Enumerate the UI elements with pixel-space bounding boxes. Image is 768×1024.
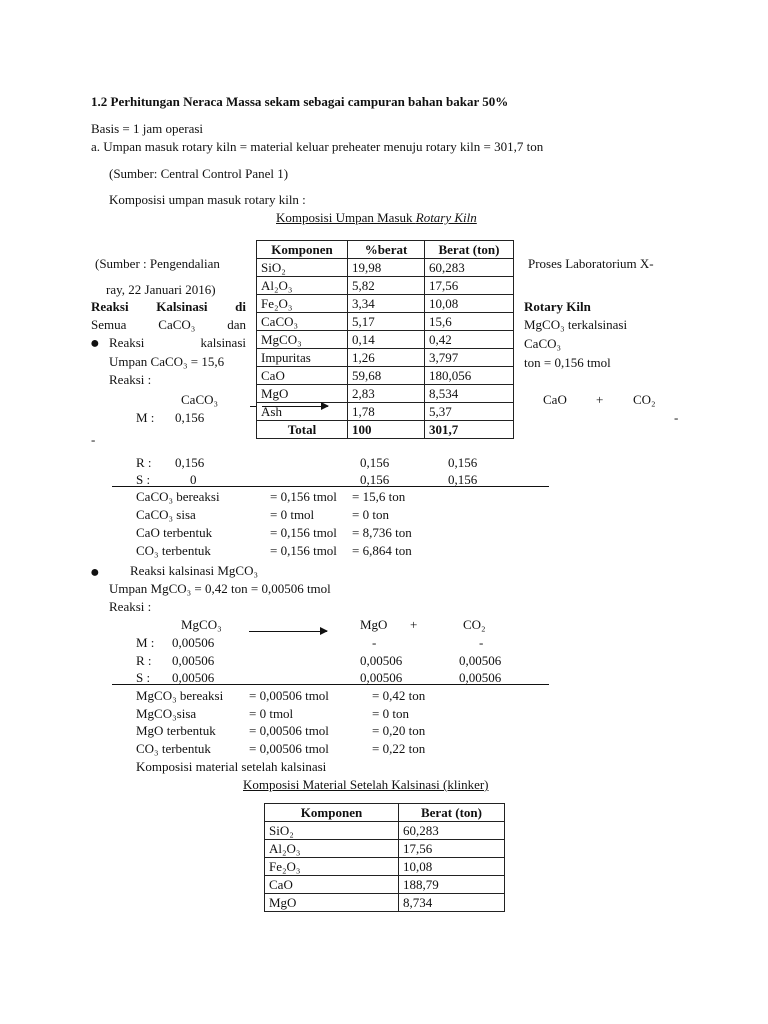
r2-res-ton: = 0,22 ton	[372, 741, 426, 756]
col-header: Berat (ton)	[425, 241, 514, 259]
r1-r-label: R :	[136, 455, 152, 470]
r2-title: Reaksi kalsinasi MgCO₃	[130, 563, 259, 578]
table-row	[257, 349, 514, 367]
r1-product2: CO₂	[633, 392, 656, 407]
r1-product1: CaO	[543, 392, 567, 407]
section-heading: 1.2 Perhitungan Neraca Massa sekam sebagai campuran bahan bakar 50%	[91, 94, 509, 109]
cell: CaO	[265, 876, 399, 894]
r2-product2: CO₂	[463, 617, 486, 632]
r2-m-label: M :	[136, 635, 155, 650]
r2-res-ton: = 0,42 ton	[372, 688, 426, 703]
table-row	[257, 331, 514, 349]
r1-res-label: CaO terbentuk	[136, 525, 213, 540]
table-row	[257, 259, 514, 277]
table-row	[257, 313, 514, 331]
r2-res-label: MgCO₃ bereaksi	[136, 688, 224, 703]
divider	[112, 684, 549, 685]
table-row	[257, 385, 514, 403]
cell: 0,14	[348, 331, 425, 349]
cell: 60,283	[399, 822, 505, 840]
r1-s-val: 0,156	[360, 472, 390, 487]
r1-r-val: 0,156	[448, 455, 478, 470]
table-total-row	[257, 421, 514, 439]
r1-res-label: CaCO₃ bereaksi	[136, 489, 220, 504]
r2-s-val: 0,00506	[172, 670, 215, 685]
r1-res-label: CaCO₃ sisa	[136, 507, 196, 522]
cell: CaCO₃	[257, 313, 348, 331]
cell: Fe₂O₃	[265, 858, 399, 876]
cell: Al₂O₃	[257, 277, 348, 295]
r1-res-ton: = 6,864 ton	[352, 543, 412, 558]
table-row	[265, 894, 505, 912]
komposisi-umpan-table	[256, 240, 514, 439]
table-row	[257, 277, 514, 295]
r1-res-tmol: = 0,156 tmol	[270, 525, 337, 540]
cell: 15,6	[425, 313, 514, 331]
cell: 8,534	[425, 385, 514, 403]
col-header: Komponen	[257, 241, 348, 259]
cell: MgO	[257, 385, 348, 403]
reaction-arrow-icon	[249, 631, 327, 632]
r1-s-val: 0,156	[448, 472, 478, 487]
rotary-kiln-label: Rotary Kiln	[524, 299, 591, 314]
r1-plus: +	[596, 392, 604, 407]
r2-res-tmol: = 0,00506 tmol	[249, 741, 329, 756]
cell: 188,79	[399, 876, 505, 894]
mgco3-terkalsinasi: MgCO₃ terkalsinasi	[524, 317, 628, 332]
cell: Total	[257, 421, 348, 439]
cell: 17,56	[425, 277, 514, 295]
r1-res-ton: = 15,6 ton	[352, 489, 406, 504]
cell: 2,83	[348, 385, 425, 403]
table-row	[265, 840, 505, 858]
table-row	[257, 367, 514, 385]
cell: Fe₂O₃	[257, 295, 348, 313]
r1-res-tmol: = 0 tmol	[270, 507, 315, 522]
cell: CaO	[257, 367, 348, 385]
cell: Al₂O₃	[265, 840, 399, 858]
r2-res-ton: = 0,20 ton	[372, 723, 426, 738]
r1-m-dash: -	[674, 410, 679, 425]
cell: SiO₂	[257, 259, 348, 277]
r2-reaksi-label: Reaksi :	[109, 599, 152, 614]
cell: 60,283	[425, 259, 514, 277]
cell: 5,37	[425, 403, 514, 421]
cell: 100	[348, 421, 425, 439]
table1-title: Komposisi Umpan Masuk Rotary Kiln	[276, 210, 477, 225]
table-row	[265, 876, 505, 894]
cell: 1,26	[348, 349, 425, 367]
cell: 5,17	[348, 313, 425, 331]
cell: MgCO₃	[257, 331, 348, 349]
reaksi-kalsinasi-line: Reaksi kalsinasi	[109, 335, 246, 350]
r1-s-val: 0	[190, 472, 197, 487]
divider	[112, 486, 549, 487]
r2-reactant: MgCO₃	[181, 617, 222, 632]
umpan-caco3: Umpan CaCO₃ = 15,6	[109, 354, 225, 369]
cell: 59,68	[348, 367, 425, 385]
r2-res-label: CO₃ terbentuk	[136, 741, 211, 756]
cell: 10,08	[399, 858, 505, 876]
r2-res-tmol: = 0,00506 tmol	[249, 688, 329, 703]
r1-m-label: M :	[136, 410, 155, 425]
col-header: %berat	[348, 241, 425, 259]
cell: Impuritas	[257, 349, 348, 367]
r1-res-ton: = 8,736 ton	[352, 525, 412, 540]
bullet-icon: ●	[90, 564, 100, 581]
cell: 19,98	[348, 259, 425, 277]
reaksi-label-1: Reaksi :	[109, 372, 152, 387]
semua-line: Semua CaCO₃ dan	[91, 317, 246, 332]
table-row	[257, 295, 514, 313]
table-header-row	[257, 241, 514, 259]
r1-res-ton: = 0 ton	[352, 507, 389, 522]
r1-reactant: CaCO₃	[181, 392, 219, 407]
r2-res-tmol: = 0 tmol	[249, 706, 294, 721]
cell: 10,08	[425, 295, 514, 313]
ton-tmol: ton = 0,156 tmol	[524, 355, 611, 370]
cell: 17,56	[399, 840, 505, 858]
cell: 0,42	[425, 331, 514, 349]
r1-res-tmol: = 0,156 tmol	[270, 543, 337, 558]
cell: 3,34	[348, 295, 425, 313]
cell: 8,734	[399, 894, 505, 912]
table-row	[265, 822, 505, 840]
source-line: (Sumber: Central Control Panel 1)	[109, 166, 289, 181]
r2-r-label: R :	[136, 653, 152, 668]
item-a: a. Umpan masuk rotary kiln = material keluar preheater menuju rotary kiln = 301,7 ton	[91, 139, 544, 154]
col-header: Berat (ton)	[399, 804, 505, 822]
r2-r-val: 0,00506	[360, 653, 403, 668]
r1-res-tmol: = 0,156 tmol	[270, 489, 337, 504]
r2-res-tmol: = 0,00506 tmol	[249, 723, 329, 738]
table2-title: Komposisi Material Setelah Kalsinasi (klinker)	[243, 777, 489, 792]
cell: 3,797	[425, 349, 514, 367]
cell: 180,056	[425, 367, 514, 385]
r2-m-dash: -	[372, 635, 377, 650]
cell: SiO₂	[265, 822, 399, 840]
r2-s-label: S :	[136, 670, 151, 685]
sumber-pengendalian: (Sumber : Pengendalian	[95, 256, 220, 271]
basis-line: Basis = 1 jam operasi	[91, 121, 204, 136]
proses-lab: Proses Laboratorium X-	[528, 256, 654, 271]
r2-s-val: 0,00506	[459, 670, 502, 685]
cell: MgO	[265, 894, 399, 912]
cell: Ash	[257, 403, 348, 421]
r1-r-val: 0,156	[175, 455, 205, 470]
reaction-arrow-overlay-icon	[262, 406, 328, 407]
komposisi-intro: Komposisi umpan masuk rotary kiln :	[109, 192, 306, 207]
r1-m-val: 0,156	[175, 410, 205, 425]
r2-m-dash: -	[479, 635, 484, 650]
r2-umpan: Umpan MgCO₃ = 0,42 ton = 0,00506 tmol	[109, 581, 331, 596]
table-row	[265, 858, 505, 876]
col-header: Komponen	[265, 804, 399, 822]
r2-r-val: 0,00506	[459, 653, 502, 668]
cell: 1,78	[348, 403, 425, 421]
reaksi-kalsinasi-heading: Reaksi Kalsinasi di	[91, 299, 246, 314]
r1-m-dash2: -	[91, 432, 96, 447]
r2-res-ton: = 0 ton	[372, 706, 409, 721]
r1-r-val: 0,156	[360, 455, 390, 470]
tanggal: ray, 22 Januari 2016)	[106, 282, 216, 297]
r2-res-label: MgO terbentuk	[136, 723, 216, 738]
bullet-icon: ●	[90, 335, 100, 352]
r2-s-val: 0,00506	[360, 670, 403, 685]
r2-product1: MgO	[360, 617, 388, 632]
table-header-row	[265, 804, 505, 822]
cell: 5,82	[348, 277, 425, 295]
r1-s-label: S :	[136, 472, 151, 487]
komposisi-klinker-table	[264, 803, 505, 912]
caco3-right: CaCO₃	[524, 336, 562, 351]
komposisi-after: Komposisi material setelah kalsinasi	[136, 759, 327, 774]
r2-plus: +	[410, 617, 418, 632]
r2-m-val: 0,00506	[172, 635, 215, 650]
cell: 301,7	[425, 421, 514, 439]
r2-res-label: MgCO₃sisa	[136, 706, 197, 721]
r2-r-val: 0,00506	[172, 653, 215, 668]
r1-res-label: CO₃ terbentuk	[136, 543, 211, 558]
